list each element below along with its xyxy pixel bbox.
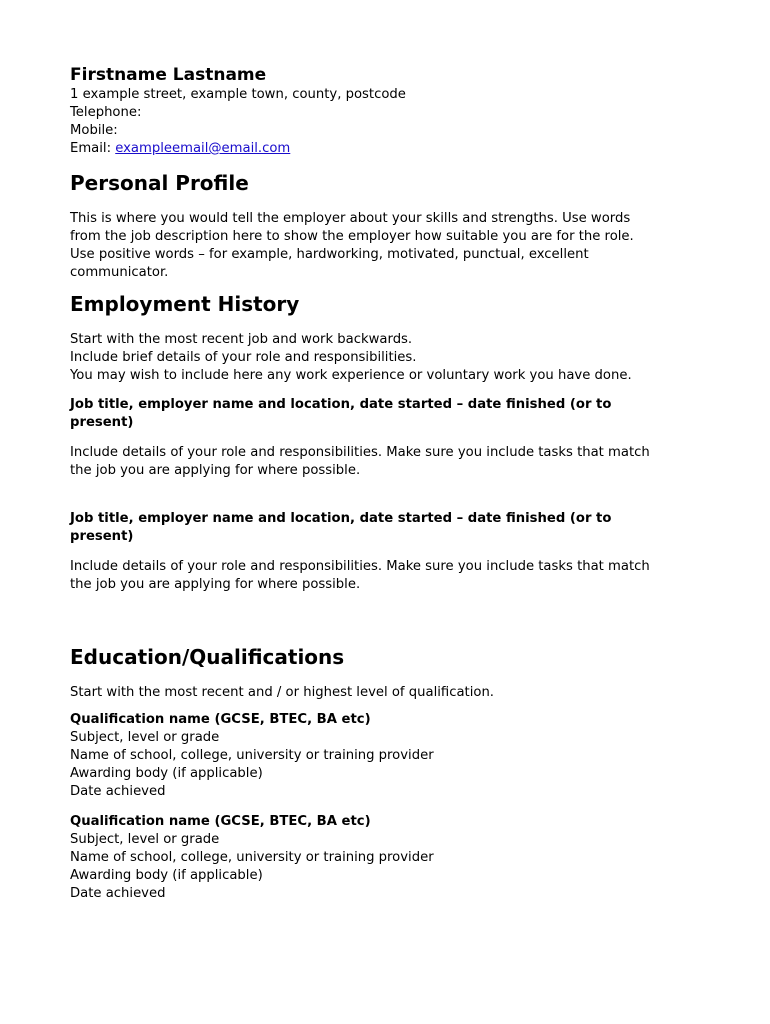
job-title: Job title, employer name and location, date started – date finished (or to (70, 511, 612, 526)
job-detail: the job you are applying for where possible. (70, 577, 361, 592)
telephone-label: Telephone: (70, 105, 142, 120)
job-detail: Include details of your role and responsibilities. Make sure you include tasks that match (70, 559, 650, 574)
qualification-name: Qualification name (GCSE, BTEC, BA etc) (70, 712, 371, 727)
cv-name: Firstname Lastname (70, 65, 267, 85)
employment-intro-line: Include brief details of your role and responsibilities. (70, 350, 417, 365)
profile-line: This is where you would tell the employer about your skills and strengths. Use words (70, 211, 631, 226)
job-detail: the job you are applying for where possible. (70, 463, 361, 478)
address: 1 example street, example town, county, postcode (70, 87, 406, 102)
profile-section (70, 170, 634, 282)
profile-heading: Personal Profile (70, 171, 249, 195)
profile-line: Use positive words – for example, hardworking, motivated, punctual, excellent (70, 247, 589, 262)
profile-text (70, 210, 634, 282)
qualification-body: Awarding body (if applicable) (70, 868, 263, 883)
education-section (70, 644, 494, 702)
email-link[interactable]: exampleemail@email.com (115, 141, 291, 156)
email-label: Email: (70, 141, 116, 156)
qualification-body: Awarding body (if applicable) (70, 766, 263, 781)
profile-line: communicator. (70, 265, 169, 280)
job-title: Job title, employer name and location, date started – date finished (or to (70, 397, 612, 412)
employment-section (70, 291, 632, 385)
job-entry (70, 510, 650, 594)
education-heading: Education/Qualifications (70, 645, 345, 669)
contact-block (70, 64, 406, 158)
qualification-subject: Subject, level or grade (70, 730, 220, 745)
email-line (70, 140, 406, 158)
qualification-school: Name of school, college, university or training provider (70, 850, 434, 865)
qualification-date: Date achieved (70, 886, 166, 901)
qualification-date: Date achieved (70, 784, 166, 799)
employment-intro-line: Start with the most recent job and work backwards. (70, 332, 413, 347)
job-detail: Include details of your role and responsibilities. Make sure you include tasks that match (70, 445, 650, 460)
employment-intro-line: You may wish to include here any work experience or voluntary work you have done. (70, 368, 632, 383)
qualification-name: Qualification name (GCSE, BTEC, BA etc) (70, 814, 371, 829)
job-entry (70, 396, 650, 480)
employment-intro (70, 331, 632, 385)
qualification-school: Name of school, college, university or training provider (70, 748, 434, 763)
mobile-label: Mobile: (70, 123, 118, 138)
qualification-entry (70, 711, 434, 801)
qualification-entry (70, 813, 434, 903)
profile-line: from the job description here to show the employer how suitable you are for the role. (70, 229, 634, 244)
employment-heading: Employment History (70, 292, 300, 316)
qualification-subject: Subject, level or grade (70, 832, 220, 847)
job-title: present) (70, 415, 134, 430)
education-intro: Start with the most recent and / or highest level of qualification. (70, 685, 494, 700)
job-title: present) (70, 529, 134, 544)
